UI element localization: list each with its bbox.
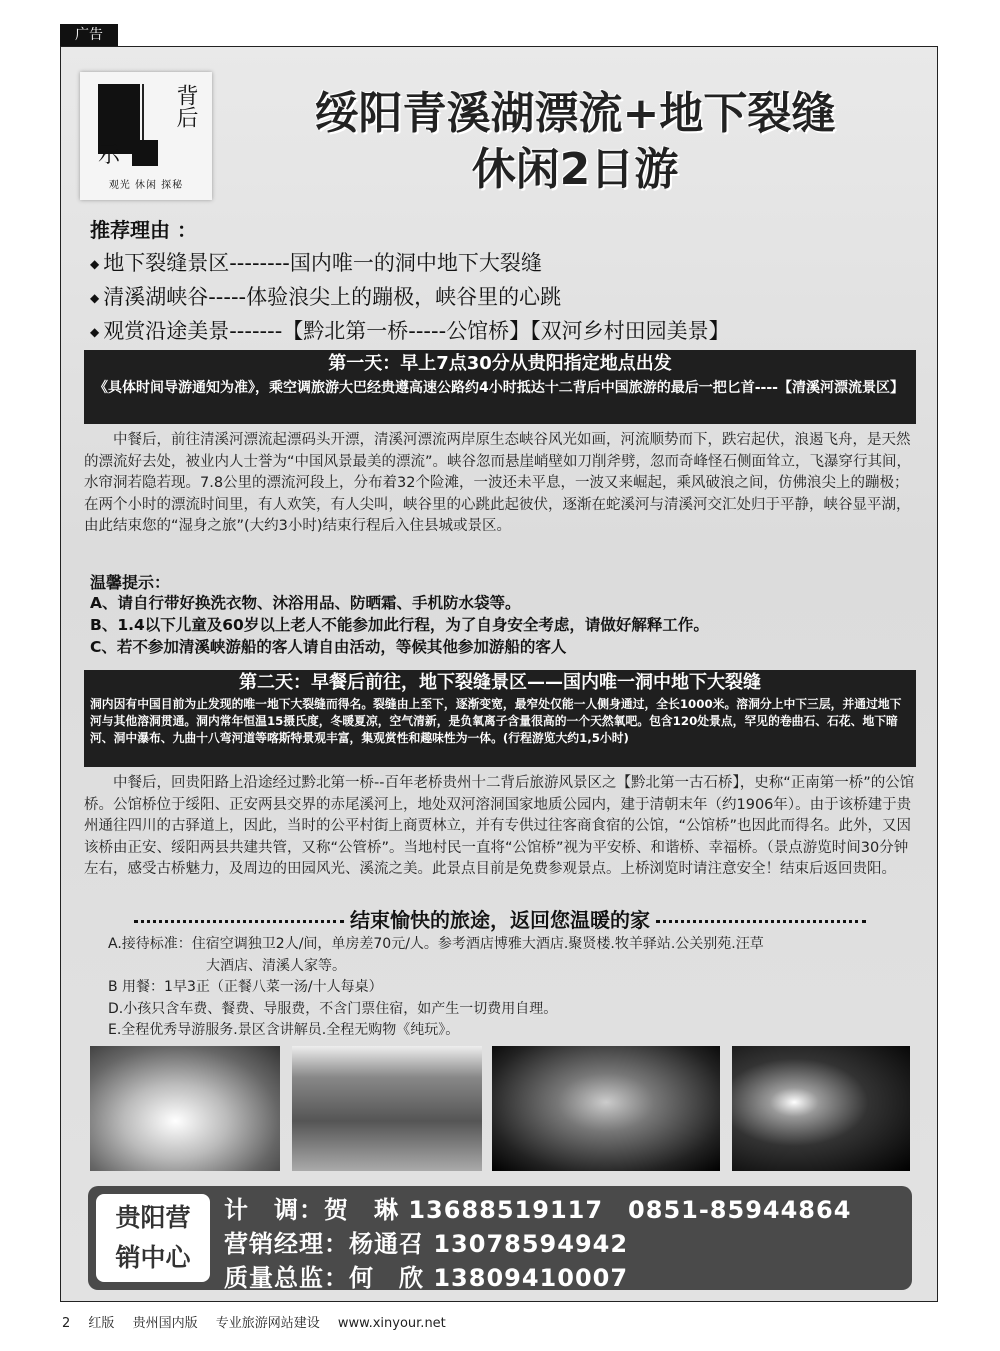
tip-item: A、请自行带好换洗衣物、沐浴用品、防晒霜、手机防水袋等。 [90, 594, 521, 612]
ad-tag: 广告 [60, 24, 118, 46]
footer-slogan: 专业旅游网站建设 [215, 1316, 320, 1331]
reason-item: ◆ 地下裂缝景区--------国内唯一的洞中地下大裂缝 [90, 251, 542, 275]
term-item: A.接待标准：住宿空调独卫2人/间，单房差70元/人。参考酒店博雅大酒店.聚贤楼.牧羊驿站.公关别苑.汪草 [108, 936, 764, 952]
reason-item: ◆ 观赏沿途美景-------【黔北第一桥-----公馆桥】【双河乡村田园美景】 [90, 319, 730, 343]
photo-strip [90, 1046, 910, 1171]
term-item: 大酒店、清溪人家等。 [206, 957, 346, 974]
section-label: 贵州国内版 [132, 1316, 198, 1331]
photo-rafting [90, 1046, 280, 1171]
day2-body: 中餐后，回贵阳路上沿途经过黔北第一桥--百年老桥贵州十二背后旅游风景区之【黔北第一古石桥】，史称“正南第一桥”的公馆桥。公馆桥位于绥阳、正安两县交界的赤尾溪河上，地处双河溶洞国家地质公园内，建于清朝末年（约1906年）。由于该桥建于贵州通往四川的古驿道上，因此，当时的公平村街上商贾林立，并有专供过往客商食宿的公馆，“公馆桥”也因此而得名。此外，又因该桥由正安、绥阳两县共建共管，又称“公管桥”。当地村民一直将“公馆桥”视为平安桥、和谐桥、幸福桥。（景点游览时间30分钟左右，感受古桥魅力，及周边的田园风光、溪流之美。此景点目前是免费参观景点。上桥浏览时请注意安全！结束后返回贵阳。 [84, 775, 915, 878]
photo-waterfall [732, 1046, 910, 1171]
reason-item: ◆ 清溪湖峡谷-----体验浪尖上的蹦极，峡谷里的心跳 [90, 285, 562, 309]
contact-row-marketing-manager: 营销经理：杨通召 13078594942 [224, 1230, 629, 1258]
day1-intro: 《具体时间导游通知为准》，乘空调旅游大巴经贵遵高速公路约4小时抵达十二背后中国旅游的最后一把匕首----【清溪河漂流景区】 [94, 380, 904, 396]
logo-glyph-right: 背后 [173, 84, 198, 128]
day2-banner [84, 670, 916, 767]
day1-body: 中餐后，前往清溪河漂流起漂码头开漂，清溪河漂流两岸原生态峡谷风光如画，河流顺势而下，跌宕起伏，浪遏飞舟，是天然的漂流好去处，被业内人士誉为“中国风景最美的漂流”。峡谷忽而悬崖峭壁如刀削斧劈，忽而奇峰怪石侧面耸立，飞瀑穿行其间，水帘洞若隐若现。7.8公里的漂流河段上，分布着32个险滩，一波还未平息，一波又来崛起，乘风破浪之间，仿佛浪尖上的蹦极；在两个小时的漂流时间里，有人欢笑，有人尖叫，峡谷里的心跳此起彼伏，逐渐在蛇溪河与清溪河交汇处归于平静，峡谷显平湖，由此结束您的“湿身之旅”(大约3小时)结束行程后入住县城或景区。 [84, 432, 912, 535]
tip-item: B、1.4以下儿童及60岁以上老人不能参加此行程，为了自身安全考虑，请做好解释工作。 [90, 616, 709, 634]
term-item: D.小孩只含车费、餐费、导服费，不含门票住宿，如产生一切费用自理。 [108, 1000, 558, 1017]
logo-slogan: 观光 休闲 探秘 [108, 180, 184, 191]
page-footer [62, 1312, 460, 1331]
ending-heading: 结束愉快的旅途，返回您温暖的家 [84, 904, 916, 934]
title-line-1: 绥阳青溪湖漂流+地下裂缝 [314, 88, 836, 139]
contact-row-dispatcher: 计 调：贺 琳 13688519117 0851-85944864 [224, 1196, 852, 1224]
day2-heading: 第二天：早餐后前往，地下裂缝景区——国内唯一洞中地下大裂缝 [239, 672, 761, 693]
term-item: E.全程优秀导游服务.景区含讲解员.全程无购物《纯玩》。 [108, 1022, 460, 1038]
day1-banner [84, 350, 916, 424]
footer-url[interactable]: www.xinyour.net [337, 1316, 446, 1331]
edition-label: 红版 [88, 1316, 115, 1331]
reasons-heading: 推荐理由 ： [90, 218, 197, 242]
title-line-2: 休闲2日游 [471, 144, 679, 195]
brand-logo [80, 72, 212, 200]
photo-canyon [292, 1046, 482, 1171]
contact-panel [88, 1186, 912, 1290]
tip-item: C、若不参加清溪峡游船的客人请自由活动，等候其他参加游船的客人 [90, 638, 567, 656]
term-item: B 用餐：1早3正（正餐八菜一汤/十人每桌） [108, 979, 383, 995]
diamond-bullet-icon: ◆ [90, 291, 100, 305]
recommend-reasons [90, 214, 930, 348]
dotted-divider [134, 920, 344, 923]
tour-terms [108, 934, 898, 1042]
tips-section [90, 570, 920, 658]
diamond-bullet-icon: ◆ [90, 257, 100, 271]
photo-cave [492, 1046, 720, 1171]
page-number: 2 [62, 1316, 71, 1331]
page-title [230, 86, 920, 198]
day2-intro: 洞内因有中国目前为止发现的唯一地下大裂缝而得名。裂缝由上至下，逐渐变宽，最窄处仅能一人侧身通过，全长1000米。溶洞分上中下三层，并通过地下河与其他溶洞贯通。洞内常年恒温15摄氏度，冬暖夏凉，空气清新，是负氧离子含量很高的一个天然氧吧。包含120处景点，罕见的卷曲石、石花、地下暗河、洞中瀑布、九曲十八弯河道等喀斯特景观丰富，集观赏性和趣味性为一体。(行程游览大约1,5小时) [90, 697, 902, 745]
dotted-divider [656, 920, 866, 923]
day1-heading: 第一天：早上7点30分从贵阳指定地点出发 [328, 353, 672, 374]
tips-heading: 温馨提示： [90, 573, 171, 592]
contact-row-quality-director: 质量总监：何 欣 13809410007 [224, 1264, 629, 1292]
marketing-center-badge: 贵阳营 销中心 [96, 1194, 210, 1282]
diamond-bullet-icon: ◆ [90, 325, 100, 339]
logo-glyph-left: 示 [98, 143, 121, 168]
